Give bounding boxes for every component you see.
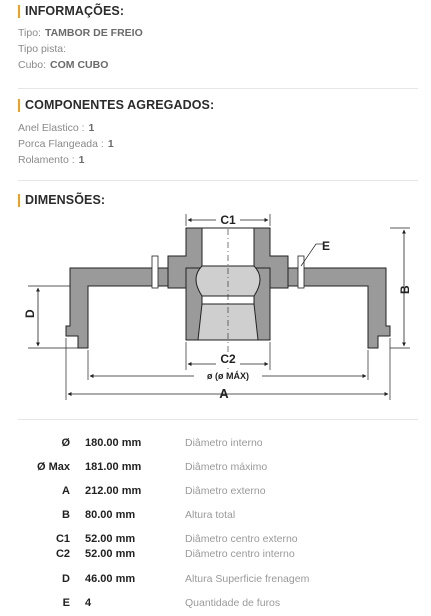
divider	[18, 419, 418, 420]
spec-key: Ø Max	[36, 461, 70, 473]
spec-description: Diâmetro centro interno	[185, 548, 295, 560]
divider	[18, 88, 418, 89]
info-title: INFORMAÇÕES:	[25, 4, 125, 18]
dimensions-section-title	[18, 193, 105, 207]
spec-description: Diâmetro centro externo	[185, 533, 298, 545]
spec-row	[0, 437, 431, 453]
label-c2: C2	[220, 352, 236, 366]
spec-description: Altura Superficie frenagem	[185, 573, 310, 585]
spec-key: Ø	[61, 437, 70, 449]
spec-value: 181.00 mm	[85, 461, 142, 473]
spec-key: C2	[55, 548, 70, 560]
spec-key: A	[62, 485, 70, 497]
label-b: B	[398, 285, 412, 294]
spec-value: 180.00 mm	[85, 437, 142, 449]
spec-description: Diâmetro externo	[185, 485, 266, 497]
components-title: COMPONENTES AGREGADOS:	[25, 98, 215, 112]
components-section-title	[18, 98, 214, 112]
spec-row	[0, 461, 431, 477]
spec-value: 212.00 mm	[85, 485, 142, 497]
spec-row	[0, 509, 431, 525]
info-section-title	[18, 4, 124, 18]
divider	[18, 180, 418, 181]
component-row-anel: Anel Elastico : 1	[18, 122, 95, 134]
spec-key: C1	[55, 533, 70, 545]
label-a: A	[219, 386, 229, 401]
accent-bar-icon	[18, 194, 20, 207]
brake-drum-diagram	[18, 208, 418, 408]
component-row-porca: Porca Flangeada : 1	[18, 138, 114, 150]
info-row-tipo: Tipo: TAMBOR DE FREIO	[18, 27, 143, 39]
dimensions-title: DIMENSÕES:	[25, 193, 106, 207]
spec-value: 52.00 mm	[85, 533, 136, 545]
label-c1: C1	[220, 213, 236, 227]
spec-row	[0, 533, 431, 549]
spec-description: Altura total	[185, 509, 236, 521]
info-row-tipo-pista: Tipo pista:	[18, 43, 67, 55]
spec-value: 52.00 mm	[85, 548, 136, 560]
accent-bar-icon	[18, 99, 20, 112]
spec-value: 46.00 mm	[85, 573, 136, 585]
spec-row	[0, 597, 431, 613]
spec-description: Diâmetro máximo	[185, 461, 268, 473]
spec-row	[0, 548, 431, 564]
spec-value: 80.00 mm	[85, 509, 136, 521]
info-row-cubo: Cubo: COM CUBO	[18, 59, 109, 71]
spec-description: Quantidade de furos	[185, 597, 281, 609]
spec-key: E	[62, 597, 70, 609]
spec-row	[0, 485, 431, 501]
spec-key: B	[62, 509, 70, 521]
label-dmax: ø (ø MÁX)	[207, 371, 249, 381]
label-e: E	[322, 239, 331, 253]
spec-description: Diâmetro interno	[185, 437, 263, 449]
spec-key: D	[62, 573, 70, 585]
spec-value: 4	[85, 597, 92, 609]
accent-bar-icon	[18, 5, 20, 18]
component-row-rolamento: Rolamento : 1	[18, 154, 85, 166]
label-d: D	[23, 309, 37, 318]
spec-row	[0, 573, 431, 589]
